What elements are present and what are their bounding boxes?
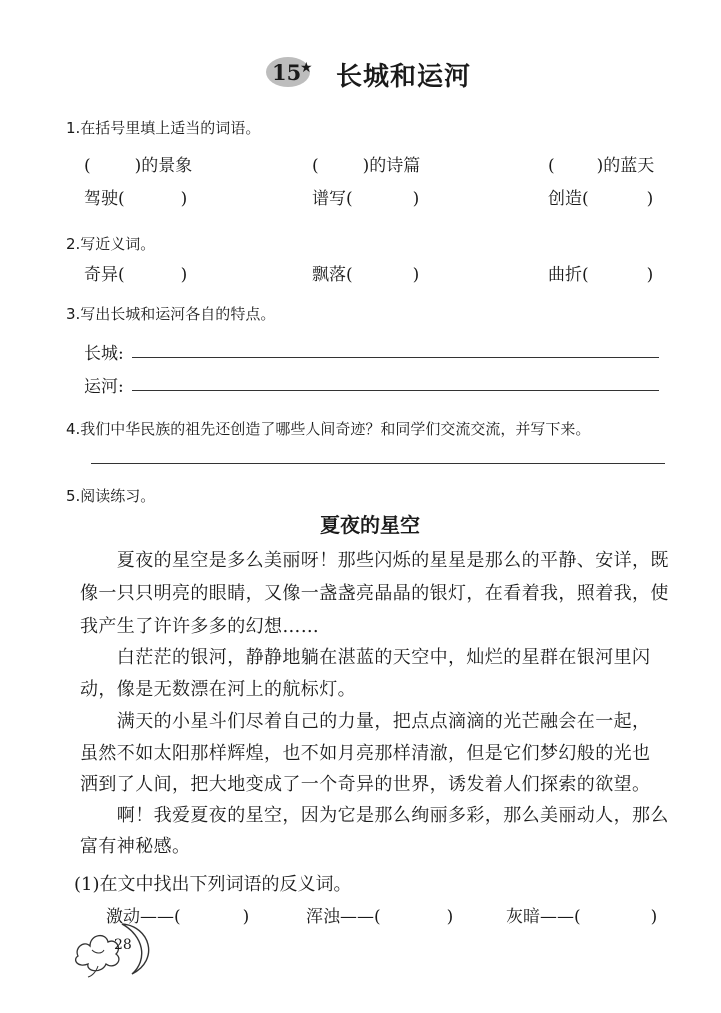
canal-label: 运河:	[84, 377, 124, 397]
item-word: 灰暗——(	[506, 907, 581, 927]
page-number: 28	[114, 937, 132, 953]
q2-item-1	[84, 260, 187, 285]
q5-sub1-item-3	[506, 902, 657, 927]
q5-sub1-item-2	[306, 902, 453, 927]
passage-title: 夏夜的星空	[320, 513, 420, 537]
question-5-heading: 5.阅读练习。	[66, 487, 156, 505]
open-paren: (	[312, 156, 319, 176]
open-paren: (	[84, 156, 91, 176]
item-suffix: )的蓝天	[596, 156, 655, 176]
item-word: 谱写(	[312, 189, 353, 209]
great-wall-label: 长城:	[84, 344, 124, 364]
item-word: 奇异(	[84, 265, 125, 285]
item-suffix: )的诗篇	[362, 156, 421, 176]
q2-item-2	[312, 260, 419, 285]
close-paren: )	[650, 907, 658, 927]
q4-answer-line[interactable]	[91, 463, 665, 464]
passage-line: 洒到了人间，把大地变成了一个奇异的世界，诱发着人们探索的欲望。	[80, 774, 651, 795]
passage-line: 像一只只明亮的眼睛，又像一盏盏亮晶晶的银灯，在看着我，照着我，使	[80, 583, 669, 604]
passage-line: 夏夜的星空是多么美丽呀！那些闪烁的星星是那么的平静、安详，既	[80, 550, 669, 571]
sub-question-1-heading: (1)在文中找出下列词语的反义词。	[74, 874, 352, 895]
close-paren: )	[646, 265, 654, 285]
close-paren: )	[242, 907, 250, 927]
passage-line: 虽然不如太阳那样辉煌，也不如月亮那样清澈，但是它们梦幻般的光也	[80, 743, 651, 764]
item-suffix: )的景象	[134, 156, 193, 176]
close-paren: )	[646, 189, 654, 209]
passage-line: 满天的小星斗们尽着自己的力量，把点点滴滴的光芒融会在一起，	[80, 711, 651, 732]
question-1-heading: 1.在括号里填上适当的词语。	[66, 119, 261, 137]
passage-line: 动，像是无数漂在河上的航标灯。	[80, 679, 356, 700]
close-paren: )	[446, 907, 454, 927]
item-word: 驾驶(	[84, 189, 125, 209]
item-word: 浑浊——(	[306, 907, 381, 927]
open-paren: (	[548, 156, 555, 176]
question-4-heading: 4.我们中华民族的祖先还创造了哪些人间奇迹？和同学们交流交流，并写下来。	[66, 420, 591, 438]
close-paren: )	[180, 189, 188, 209]
item-word: 曲折(	[548, 265, 589, 285]
close-paren: )	[412, 189, 420, 209]
question-2-heading: 2.写近义词。	[66, 235, 156, 253]
q1-row1-item-2	[312, 151, 420, 176]
q1-row2-item-2	[312, 184, 419, 209]
passage-line: 啊！我爱夏夜的星空，因为它是那么绚丽多彩，那么美丽动人，那么	[80, 805, 669, 826]
lesson-number: 15	[272, 60, 302, 85]
close-paren: )	[412, 265, 420, 285]
q1-row2-item-3	[548, 184, 653, 209]
passage-line: 白茫茫的银河，静静地躺在湛蓝的天空中，灿烂的星群在银河里闪	[80, 647, 651, 668]
q1-row2-item-1	[84, 184, 187, 209]
close-paren: )	[180, 265, 188, 285]
item-word: 创造(	[548, 189, 589, 209]
item-word: 飘落(	[312, 265, 353, 285]
question-3-heading: 3.写出长城和运河各自的特点。	[66, 305, 276, 323]
passage-line: 富有神秘感。	[80, 836, 191, 857]
q2-item-3	[548, 260, 653, 285]
item-word: 激动——(	[106, 907, 181, 927]
great-wall-answer-line[interactable]	[132, 357, 659, 358]
q1-row1-item-1	[84, 151, 192, 176]
passage-line: 我产生了许许多多的幻想……	[80, 616, 320, 637]
lesson-title: 长城和运河	[336, 62, 472, 92]
canal-answer-line[interactable]	[132, 390, 659, 391]
q1-row1-item-3	[548, 151, 654, 176]
star-icon: ★	[300, 60, 313, 76]
